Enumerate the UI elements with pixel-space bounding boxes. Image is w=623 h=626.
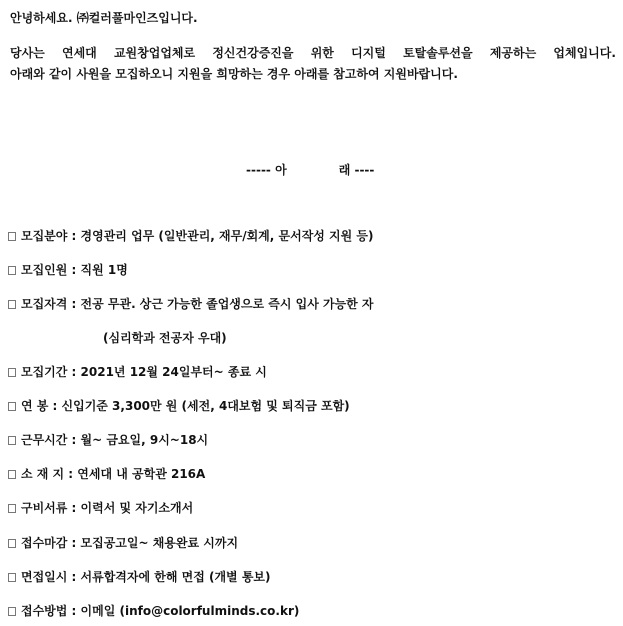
list-item-salary (8, 398, 350, 414)
list-item-text: 연 봉 : 신입기준 3,300만 원 (세전, 4대보험 및 퇴직금 포함) (21, 399, 350, 413)
list-item-period (8, 364, 267, 380)
intro-paragraph-line-2: 아래와 같이 사원을 모집하오니 지원을 희망하는 경우 아래를 참고하여 지원바랍니다. (10, 67, 458, 81)
list-item-text: 소 재 지 : 연세대 내 공학관 216A (21, 467, 206, 481)
list-item-application-method (8, 603, 299, 619)
checkbox-icon (8, 436, 16, 445)
intro-word: 당사는 (10, 46, 45, 60)
list-item-text: 모집인원 : 직원 1명 (21, 263, 128, 277)
list-item-documents (8, 500, 193, 516)
intro-word: 업체입니다. (553, 46, 616, 60)
list-item-recruit-field (8, 228, 374, 244)
heading-left: ----- 아 (246, 163, 287, 177)
list-item-text: 접수마감 : 모집공고일~ 채용완료 시까지 (21, 536, 239, 550)
list-item-deadline (8, 535, 238, 551)
list-item-text: 구비서류 : 이력서 및 자기소개서 (21, 501, 194, 515)
intro-word: 제공하는 (489, 46, 537, 60)
checkbox-icon (8, 504, 16, 513)
list-item-text: 모집자격 : 전공 무관. 상근 가능한 졸업생으로 즉시 입사 가능한 자 (21, 297, 374, 311)
list-item-text: 모집분야 : 경영관리 업무 (일반관리, 재무/회계, 문서작성 지원 등) (21, 229, 374, 243)
intro-word: 연세대 (61, 46, 97, 60)
intro-word: 교원창업업체로 (113, 46, 196, 60)
intro-word: 정신건강증진을 (212, 46, 294, 60)
checkbox-icon (8, 266, 16, 275)
intro-word: 토탈솔루션을 (403, 46, 473, 60)
checkbox-icon (8, 402, 16, 411)
list-item-text: 모집기간 : 2021년 12월 24일부터~ 종료 시 (21, 365, 267, 379)
list-item-headcount (8, 262, 128, 278)
list-item-working-hours (8, 432, 208, 448)
checkbox-icon (8, 573, 16, 582)
checkbox-icon (8, 607, 16, 616)
heading-right: 래 ---- (338, 163, 375, 177)
list-item-location (8, 466, 205, 482)
checkbox-icon (8, 368, 16, 377)
intro-word: 위한 (310, 46, 334, 60)
intro-paragraph-line-1 (10, 45, 616, 61)
list-item-text: 근무시간 : 월~ 금요일, 9시~18시 (21, 433, 209, 447)
intro-word: 디지털 (351, 46, 386, 60)
list-item-qualification (8, 296, 374, 312)
checkbox-icon (8, 300, 16, 309)
checkbox-icon (8, 539, 16, 548)
greeting-text: 안녕하세요. ㈜컬러풀마인즈입니다. (10, 11, 198, 25)
list-item-text: 접수방법 : 이메일 (info@colorfulminds.co.kr) (21, 604, 300, 618)
section-heading (246, 162, 374, 178)
checkbox-icon (8, 232, 16, 241)
qualification-note: (심리학과 전공자 우대) (103, 331, 227, 345)
list-item-interview (8, 569, 271, 585)
list-item-text: 면접일시 : 서류합격자에 한해 면접 (개별 통보) (21, 570, 271, 584)
checkbox-icon (8, 470, 16, 479)
